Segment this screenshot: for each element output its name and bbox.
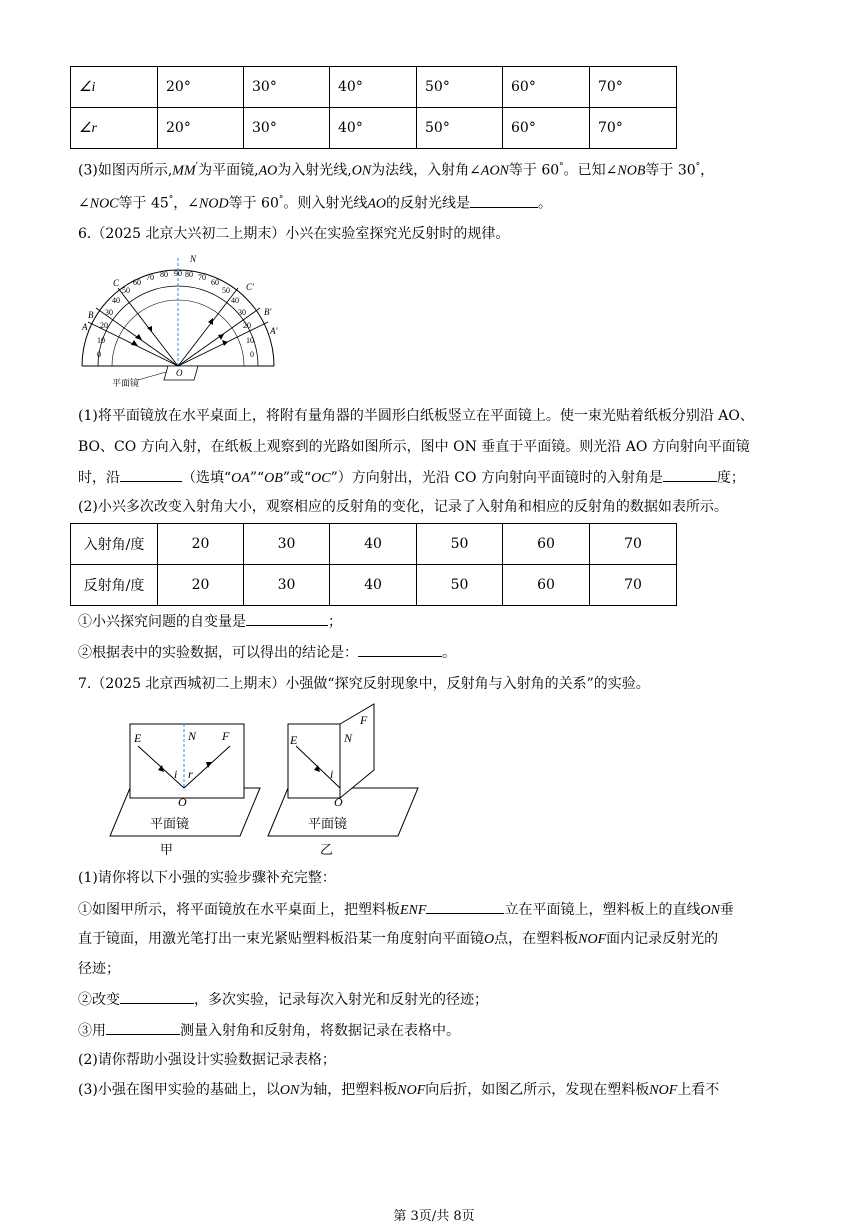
page-footer: 第 3页/共 8页 xyxy=(393,1209,475,1224)
label-jia: 甲 xyxy=(160,843,174,858)
q7-step2: ②改变 ，多次实验，记录每次入射光和反射光的径迹； xyxy=(78,989,488,1010)
answer-blank[interactable] xyxy=(120,467,182,482)
label-o: O xyxy=(334,795,343,809)
tick-label: 60 xyxy=(211,278,219,287)
q7-part2: (2)请你帮助小强设计实验数据记录表格； xyxy=(78,1052,336,1068)
q5-part3-line1: (3)如图丙所示$,MM^ʹ$为平面镜,AO为入射光线,ON为法线，入射角∠AON等于 60°。已知∠NOB等于 30°， xyxy=(78,162,715,179)
table-cell: 70 xyxy=(590,565,677,606)
q7-part3: (3)小强在图甲实验的基础上，以ON为轴，把塑料板NOF向后折，如图乙所示，发现在塑料板NOF上看不 xyxy=(78,1082,720,1098)
label-e: E xyxy=(134,731,142,745)
table-angles xyxy=(70,66,677,149)
answer-blank[interactable] xyxy=(106,1020,180,1035)
table-cell: 70 xyxy=(590,524,677,565)
q7-step1-line3: 径迹； xyxy=(78,961,120,977)
table-cell: 50 xyxy=(417,565,503,606)
tick-label: 70 xyxy=(198,273,206,282)
q7-step3: ③用 测量入射角和反射角，将数据记录在表格中。 xyxy=(78,1020,460,1041)
ray-c2 xyxy=(178,288,238,366)
table-cell: 60° xyxy=(503,108,590,149)
tick-label: 20 xyxy=(100,321,108,330)
q7-step1-line1: ①如图甲所示，将平面镜放在水平桌面上，把塑料板ENF 立在平面镜上，塑料板上的直线ON垂 xyxy=(78,899,734,921)
table-row xyxy=(71,524,677,565)
table-row xyxy=(71,565,677,606)
tick-label: 50 xyxy=(122,286,130,295)
table-row xyxy=(71,67,677,108)
label-i: i xyxy=(330,767,334,781)
table-cell: 70° xyxy=(590,108,677,149)
row-label: ∠i xyxy=(71,67,158,108)
tick-label: 80 xyxy=(185,270,193,279)
table-cell: 60 xyxy=(503,565,590,606)
table-row xyxy=(71,108,677,149)
table-cell: 30° xyxy=(244,108,330,149)
answer-blank[interactable] xyxy=(426,899,504,914)
arrow-a xyxy=(131,340,138,346)
table-cell: 30 xyxy=(244,524,330,565)
table-cell: 50° xyxy=(417,108,503,149)
table-cell: 30 xyxy=(244,565,330,606)
ray-c xyxy=(118,288,178,366)
q7-step1-line2: 直于镜面，用激光笔打出一束光紧贴塑料板沿某一角度射向平面镜O点，在塑料板NOF面内记录反射光的 xyxy=(78,931,719,947)
row-label: 入射角/度 xyxy=(71,524,158,565)
tick-label: 40 xyxy=(231,296,239,305)
q6-sub1: ①小兴探究问题的自变量是 ； xyxy=(78,611,342,632)
label-mirror: 平面镜 xyxy=(308,817,348,832)
label-b2: B' xyxy=(264,307,272,317)
answer-blank[interactable] xyxy=(120,989,194,1004)
label-yi: 乙 xyxy=(320,843,334,858)
tick-label: 90 xyxy=(174,269,182,278)
table-incidence-reflection xyxy=(70,523,677,606)
table-cell: 20 xyxy=(158,565,244,606)
label-b: B xyxy=(88,310,94,320)
q6-part2: (2)小兴多次改变入射角大小，观察相应的反射角的变化，记录了入射角和相应的反射角的数据如表所示。 xyxy=(78,499,728,515)
figure-yi xyxy=(266,700,426,860)
label-c2: C' xyxy=(246,282,254,292)
tick-label: 40 xyxy=(112,296,120,305)
answer-blank[interactable] xyxy=(358,642,442,657)
table-cell: 20 xyxy=(158,524,244,565)
tick-label: 70 xyxy=(146,273,154,282)
figure-jia xyxy=(108,718,268,860)
plastic-board-nof-folded xyxy=(340,704,374,798)
tick-label: 60 xyxy=(133,278,141,287)
mirror-pointer xyxy=(138,372,166,380)
q6-header: 6.（2025 北京大兴初二上期末）小兴在实验室探究光反射时的规律。 xyxy=(78,226,510,242)
tick-label: 0 xyxy=(250,350,254,359)
answer-blank[interactable] xyxy=(663,467,717,482)
label-o: O xyxy=(176,368,183,378)
q5-part3-line2: ∠NOC等于 45°，∠NOD等于 60°。则入射光线AO的反射光线是 。 xyxy=(78,190,552,215)
q7-header: 7.（2025 北京西城初二上期末）小强做“探究反射现象中，反射角与入射角的关系”的实验。 xyxy=(78,676,650,692)
label-mirror: 平面镜 xyxy=(112,379,140,389)
label-i: i xyxy=(174,767,178,781)
arrow-a2 xyxy=(222,340,228,346)
table-cell: 40 xyxy=(330,565,417,606)
q6-sub2: ②根据表中的实验数据，可以得出的结论是： 。 xyxy=(78,642,456,663)
label-r: r xyxy=(188,767,193,781)
tick-label: 30 xyxy=(238,308,246,317)
ray-a2 xyxy=(178,322,268,366)
label-f: F xyxy=(360,713,368,727)
table-cell: 50° xyxy=(417,67,503,108)
protractor-figure xyxy=(78,252,278,392)
label-n: N xyxy=(188,729,197,743)
arrow-b xyxy=(135,334,142,340)
q7-part1: (1)请你将以下小强的实验步骤补充完整： xyxy=(78,870,336,886)
tick-labels-left xyxy=(97,269,182,359)
label-a2: A' xyxy=(270,326,278,336)
table-cell: 60 xyxy=(503,524,590,565)
label-n: N xyxy=(344,731,353,745)
tick-label: 10 xyxy=(97,336,105,345)
label-a: A xyxy=(82,322,88,332)
table-cell: 40° xyxy=(330,108,417,149)
table-cell: 20° xyxy=(158,67,244,108)
tick-label: 30 xyxy=(105,308,113,317)
q6-part1-line1: (1)将平面镜放在水平桌面上，将附有量角器的半圆形白纸板竖立在平面镜上。使一束光贴着纸板分别沿 AO、 xyxy=(78,408,754,424)
q6-part1-line3: 时，沿 （选填“OA”“OB”或“OC”）方向射出，光沿 CO 方向射向平面镜时的入射角是 度； xyxy=(78,467,745,489)
label-n: N xyxy=(190,254,197,264)
tick-label: 50 xyxy=(222,286,230,295)
table-cell: 40° xyxy=(330,67,417,108)
tick-label: 20 xyxy=(243,321,251,330)
tick-label: 0 xyxy=(97,350,101,359)
row-label: 反射角/度 xyxy=(71,565,158,606)
tick-label: 80 xyxy=(160,270,168,279)
label-f: F xyxy=(222,729,230,743)
label-e: E xyxy=(290,733,298,747)
table-cell: 60° xyxy=(503,67,590,108)
label-c: C xyxy=(113,278,120,288)
table-cell: 30° xyxy=(244,67,330,108)
tick-label: 10 xyxy=(246,336,254,345)
table-cell: 70° xyxy=(590,67,677,108)
q6-part1-line2: BO、CO 方向入射，在纸板上观察到的光路如图所示，图中 ON 垂直于平面镜。则光沿 AO 方向射向平面镜 xyxy=(78,439,750,455)
answer-blank[interactable] xyxy=(246,611,328,626)
label-o: O xyxy=(178,795,187,809)
answer-blank[interactable] xyxy=(470,193,538,208)
row-label: ∠r xyxy=(71,108,158,149)
table-cell: 40 xyxy=(330,524,417,565)
table-cell: 50 xyxy=(417,524,503,565)
label-mirror: 平面镜 xyxy=(150,817,190,832)
table-cell: 20° xyxy=(158,108,244,149)
